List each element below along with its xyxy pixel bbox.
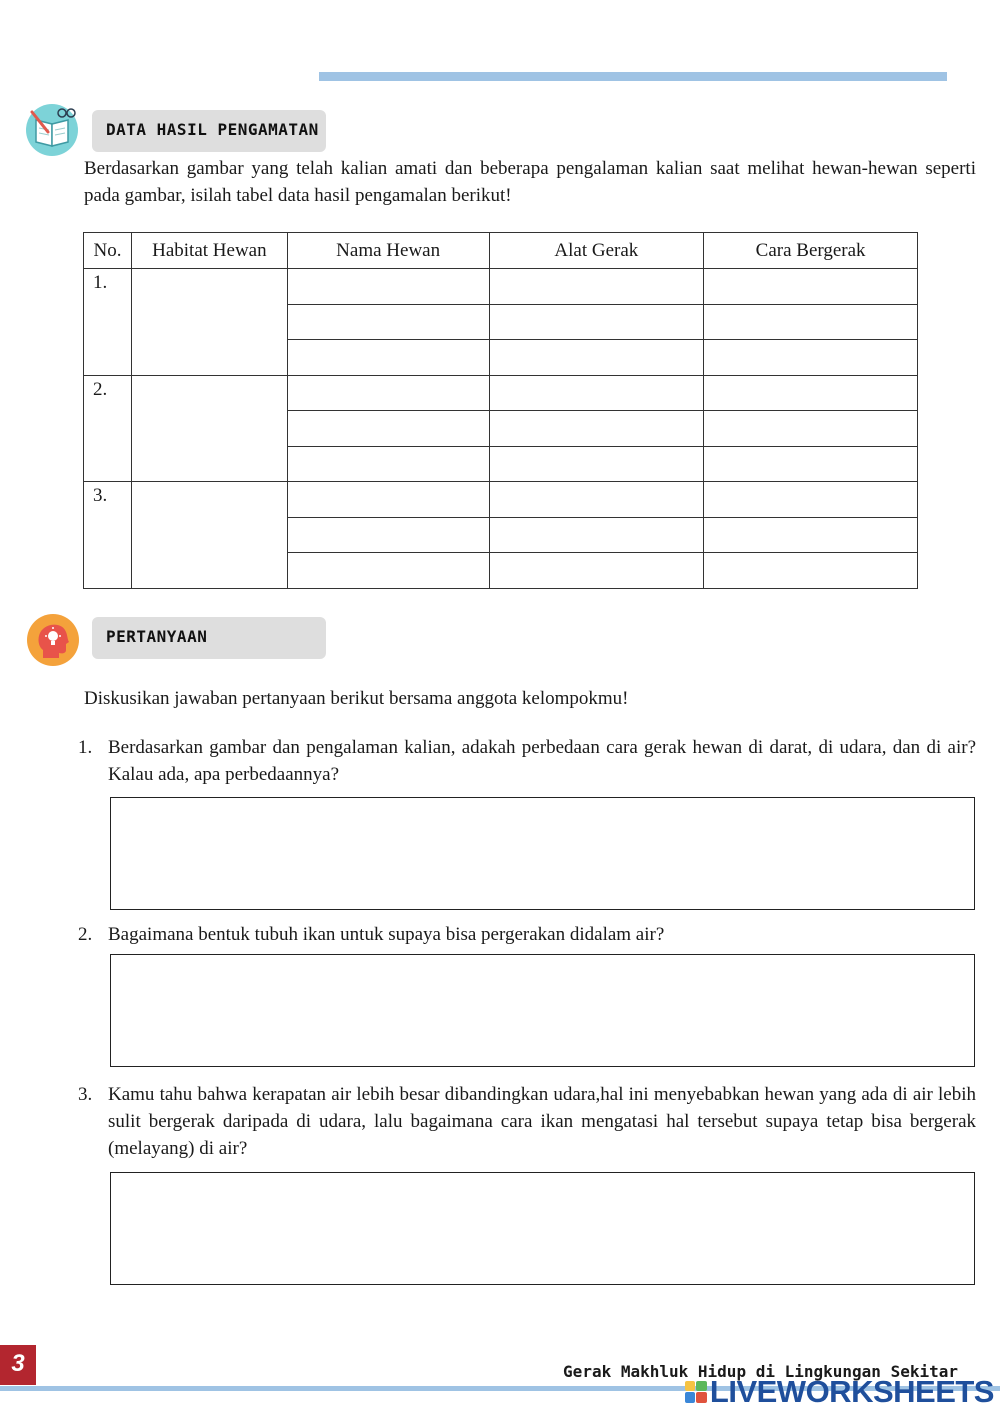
head-idea-icon: [27, 614, 79, 666]
locomotion-organ-cell[interactable]: [489, 304, 704, 340]
header-animal-name: Nama Hewan: [287, 233, 489, 269]
discussion-prompt: Diskusikan jawaban pertanyaan berikut bersama anggota kelompokmu!: [84, 688, 629, 709]
question-item: [78, 1081, 976, 1162]
movement-method-cell[interactable]: [704, 411, 918, 447]
locomotion-organ-cell[interactable]: [489, 375, 704, 411]
section-title-questions: PERTANYAAN: [92, 617, 326, 659]
liveworksheets-watermark: [685, 1376, 994, 1407]
movement-method-cell[interactable]: [704, 553, 918, 589]
question-number: 2.: [78, 924, 93, 945]
footer-title: Gerak Makhluk Hidup di Lingkungan Sekitar: [563, 1362, 958, 1381]
header-movement-method: Cara Bergerak: [704, 233, 918, 269]
question-number: 1.: [78, 737, 93, 758]
question-number: 3.: [78, 1084, 93, 1105]
header-no: No.: [84, 233, 132, 269]
book-icon: [26, 104, 78, 156]
animal-name-cell[interactable]: [287, 517, 489, 553]
question-item: [78, 734, 976, 788]
observation-table: [83, 232, 918, 589]
animal-name-cell[interactable]: [287, 340, 489, 376]
movement-method-cell[interactable]: [704, 482, 918, 518]
movement-method-cell[interactable]: [704, 304, 918, 340]
movement-method-cell[interactable]: [704, 340, 918, 376]
row-number: 1.: [84, 269, 132, 376]
locomotion-organ-cell[interactable]: [489, 482, 704, 518]
table-header-row: [84, 233, 918, 269]
animal-name-cell[interactable]: [287, 269, 489, 305]
animal-name-cell[interactable]: [287, 375, 489, 411]
header-habitat: Habitat Hewan: [131, 233, 287, 269]
question-text: Kamu tahu bahwa kerapatan air lebih besar dibandingkan udara,hal ini menyebabkan hewan yang ada di air lebih sulit bergerak daripada di udara, lalu bagaimana cara ikan mengatasi hal tersebut supaya tetap bisa bergerak (melayang) di air?: [108, 1084, 976, 1159]
table-row: [84, 269, 918, 305]
locomotion-organ-cell[interactable]: [489, 411, 704, 447]
watermark-text: LIVEWORKSHEETS: [709, 1374, 994, 1409]
question-text: Berdasarkan gambar dan pengalaman kalian, adakah perbedaan cara gerak hewan di darat, di udara, dan di air? Kalau ada, apa perbedaannya?: [108, 737, 976, 785]
animal-name-cell[interactable]: [287, 446, 489, 482]
answer-box-2[interactable]: [110, 954, 975, 1067]
row-number: 2.: [84, 375, 132, 482]
header-locomotion-organ: Alat Gerak: [489, 233, 704, 269]
habitat-cell[interactable]: [131, 375, 287, 482]
locomotion-organ-cell[interactable]: [489, 269, 704, 305]
liveworksheets-logo-icon: [685, 1381, 707, 1403]
row-number: 3.: [84, 482, 132, 589]
animal-name-cell[interactable]: [287, 411, 489, 447]
header-rule: [319, 72, 947, 81]
question-text: Bagaimana bentuk tubuh ikan untuk supaya bisa pergerakan didalam air?: [108, 924, 665, 945]
animal-name-cell[interactable]: [287, 553, 489, 589]
locomotion-organ-cell[interactable]: [489, 553, 704, 589]
table-row: [84, 375, 918, 411]
movement-method-cell[interactable]: [704, 375, 918, 411]
page-number-badge: 3: [0, 1345, 36, 1385]
habitat-cell[interactable]: [131, 482, 287, 589]
movement-method-cell[interactable]: [704, 269, 918, 305]
locomotion-organ-cell[interactable]: [489, 446, 704, 482]
answer-box-1[interactable]: [110, 797, 975, 910]
intro-text: Berdasarkan gambar yang telah kalian amati dan beberapa pengalaman kalian saat melihat hewan-hewan seperti pada gambar, isilah tabel data hasil pengamalan berikut!: [84, 158, 976, 206]
movement-method-cell[interactable]: [704, 517, 918, 553]
habitat-cell[interactable]: [131, 269, 287, 376]
animal-name-cell[interactable]: [287, 304, 489, 340]
movement-method-cell[interactable]: [704, 446, 918, 482]
question-item: [78, 921, 976, 948]
section-title-observation: DATA HASIL PENGAMATAN: [92, 110, 326, 152]
animal-name-cell[interactable]: [287, 482, 489, 518]
table-row: [84, 482, 918, 518]
answer-box-3[interactable]: [110, 1172, 975, 1285]
locomotion-organ-cell[interactable]: [489, 517, 704, 553]
locomotion-organ-cell[interactable]: [489, 340, 704, 376]
